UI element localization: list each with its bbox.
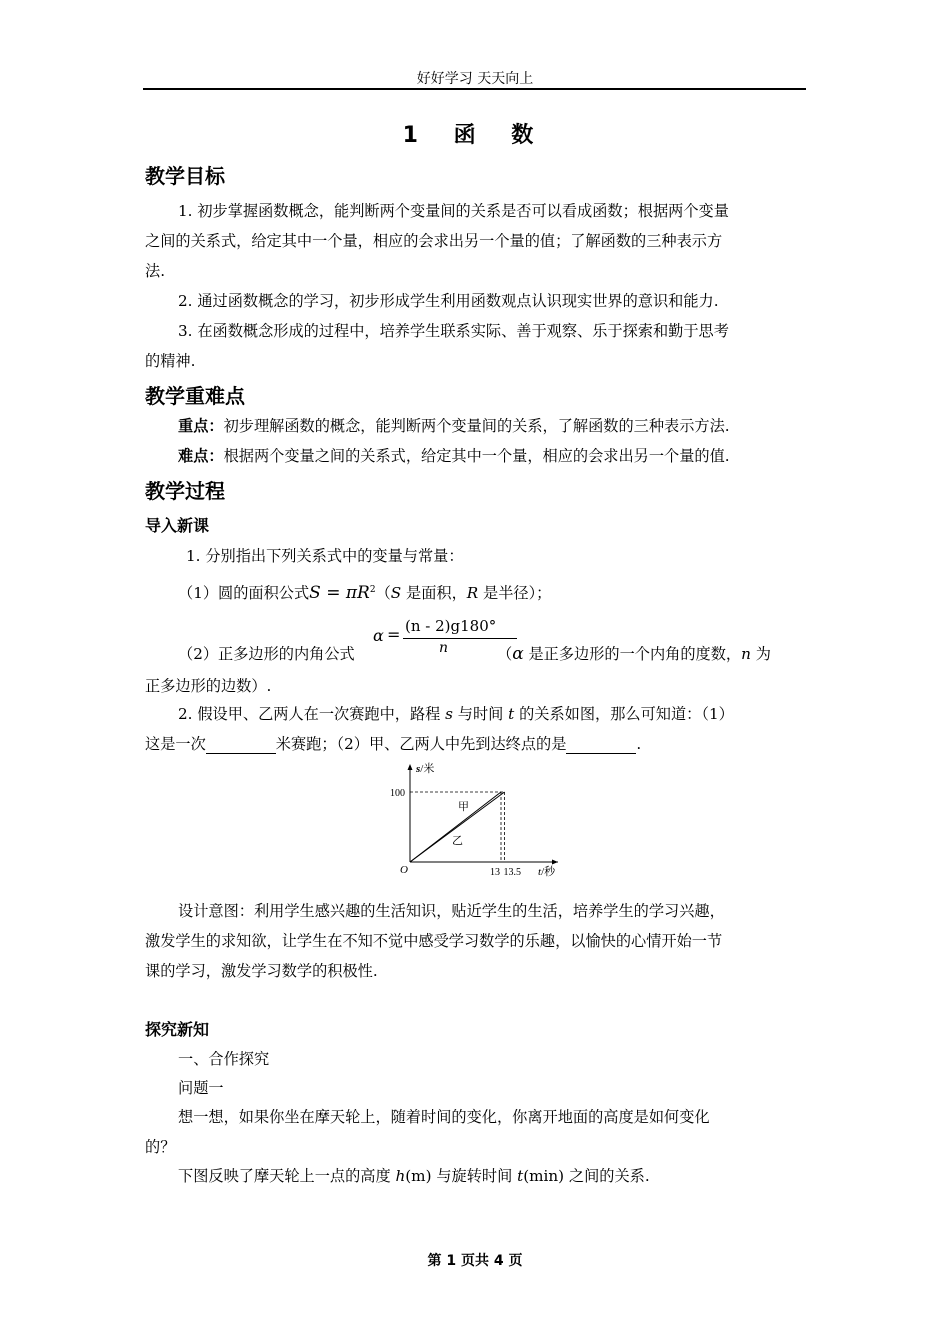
y-tick-label: 100 [390,788,405,799]
focus-text: 初步理解函数的概念，能判断两个变量间的关系，了解函数的三种表示方法. [223,417,730,435]
graph-description: 下图反映了摩天轮上一点的高度 h(m) 与旋转时间 t(min) 之间的关系. [178,1167,650,1185]
design-line-2: 激发学生的求知欲，让学生在不知不觉中感受学习数学的乐趣，以愉快的心情开始一节 [145,932,723,950]
question-1b-label: （2）正多边形的内角公式 [178,645,355,663]
goal-3-line-1: 3. 在函数概念形成的过程中，培养学生联系实际、善于观察、乐于探索和勤于思考 [178,322,729,340]
formula-sup: 2 [369,584,376,595]
formula-alpha: α [373,626,384,645]
x-axis-label: t/秒 [538,866,556,878]
think-line-1: 想一想，如果你坐在摩天轮上，随着时间的变化，你离开地面的高度是如何变化 [178,1108,710,1126]
goal-1-line-3: 法. [145,262,166,280]
goals-heading: 教学目标 [145,164,225,188]
y-axis-arrow [408,764,413,770]
question-2-line-2: 这是一次 米赛跑；（2）甲、乙两人中先到达终点的是 . [145,735,642,753]
page-header: 好好学习 天天向上 [416,71,534,87]
header-rule [143,88,806,90]
page-footer: 第 1 页共 4 页 [427,1253,523,1269]
series-label-yi: 乙 [452,835,463,847]
race-chart [380,758,570,880]
formula-numerator: (n - 2)g180° [405,617,497,635]
explore-heading: 探究新知 [145,1020,210,1039]
y-axis-label: s/米 [416,763,435,775]
question-1a: （1）圆的面积公式$S = \pi R^2(S$ 是面积，R 是半径）； [178,583,552,603]
problem-1-label: 问题一 [178,1079,224,1097]
difficulty-label: 难点： [178,447,224,465]
x-tick-label-13-5: 13.5 [503,867,521,878]
focus-label: 重点： [178,417,224,435]
goal-1-line-1: 1. 初步掌握函数概念，能判断两个变量间的关系是否可以看成函数；根据两个变量 [178,202,729,220]
blank-distance[interactable] [206,739,276,754]
series-label-jia: 甲 [458,801,469,813]
origin-label: O [400,864,408,876]
intro-heading: 导入新课 [145,516,210,535]
question-1: 1. 分别指出下列关系式中的变量与常量： [186,547,464,565]
difficulty-text: 根据两个变量之间的关系式，给定其中一个量，相应的会求出另一个量的值. [223,447,730,465]
formula-eq: = πR [320,583,370,603]
document-title: 1 函 数 [402,123,548,148]
blank-first-finisher[interactable] [566,739,636,754]
question-1b-line-2: 正多边形的边数）. [145,677,272,695]
formula-denominator: n [439,640,449,656]
key-heading: 教学重难点 [145,384,245,408]
formula-S: S [309,583,321,603]
goal-1-line-2: 之间的关系式，给定其中一个量，相应的会求出另一个量的值；了解函数的三种表示方 [145,232,723,250]
question-2-line-1: 2. 假设甲、乙两人在一次赛跑中，路程 s 与时间 t 的关系如图，那么可知道：（1） [178,705,734,723]
x-axis-arrow [552,860,558,865]
process-heading: 教学过程 [145,479,225,503]
think-line-2: 的？ [145,1138,176,1156]
goal-2: 2. 通过函数概念的学习，初步形成学生利用函数观点认识现实世界的意识和能力. [178,292,719,310]
difficulty-line [178,445,730,466]
focus-line [178,415,730,436]
coop-heading: 一、合作探究 [178,1050,270,1068]
design-line-1: 设计意图：利用学生感兴趣的生活知识，贴近学生的生活，培养学生的学习兴趣， [178,902,725,920]
goal-3-line-2: 的精神. [145,352,196,370]
question-1b-note: （α 是正多边形的一个内角的度数，n 为 [497,644,771,664]
design-line-3: 课的学习，激发学习数学的积极性. [145,962,378,980]
x-tick-label-13: 13 [490,867,500,878]
